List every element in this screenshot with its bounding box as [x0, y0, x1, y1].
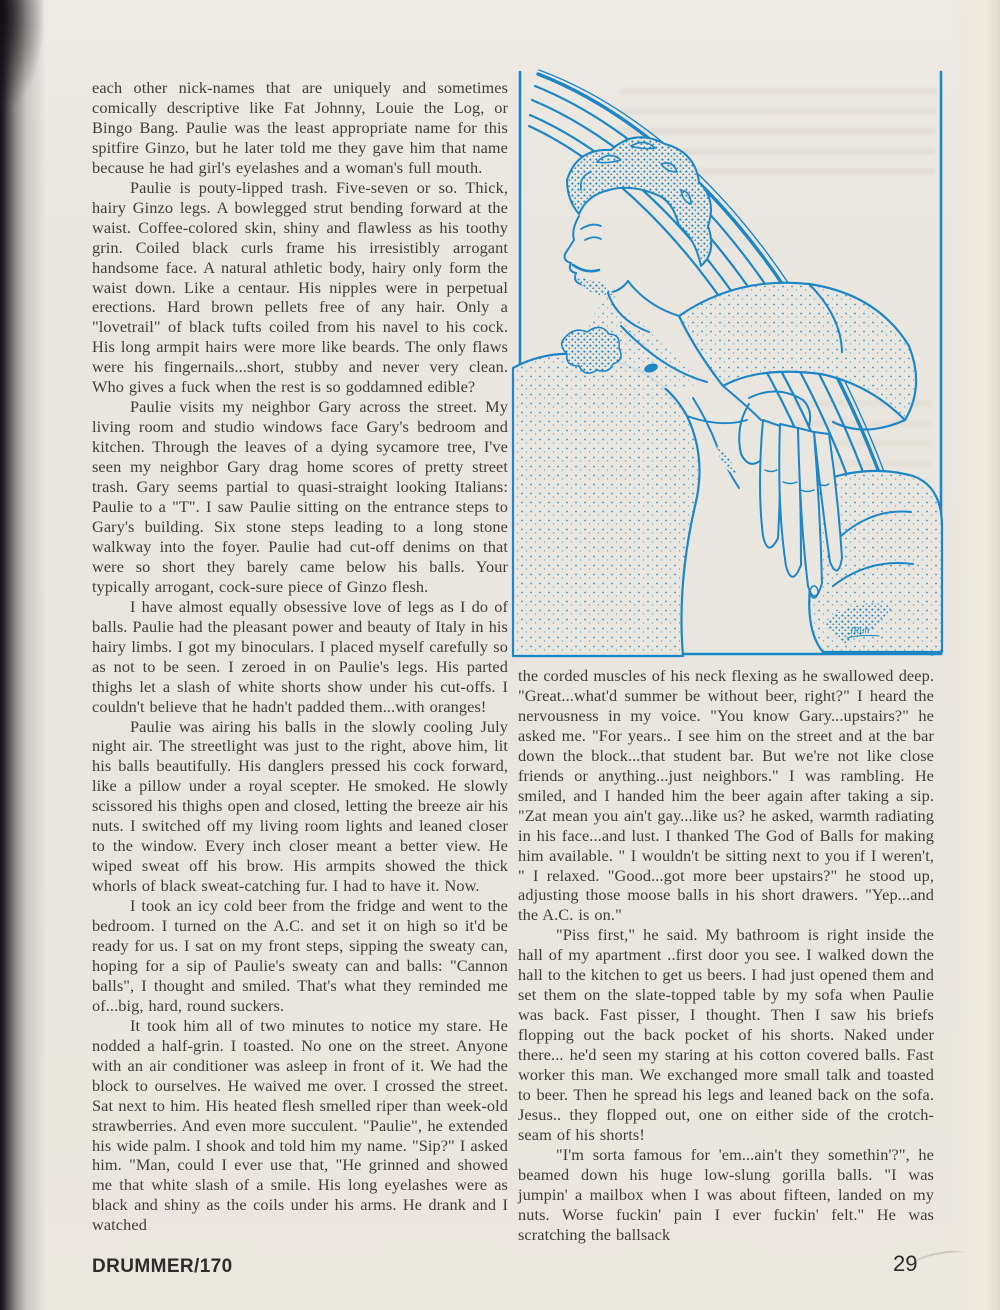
right-text-column [518, 666, 934, 1245]
article-illustration [511, 68, 945, 660]
paragraph: the corded muscles of his neck flexing as he swallowed deep. "Great...what'd summer be without beer, right?" I heard the nervousness in my voice. "You know Gary...upstairs?" he asked me. "For years.. I see him on the street and at the bar down the block...that student bar. But we're not like close friends or anything...just neighbors." I was rambling. He smiled, and I handed him the beer again after taking a sip. "Zat mean you ain't gay...like us? he asked, warmth radiating in his face...and lust. I thanked The God of Balls for making him available. " I wouldn't be sitting next to you if I weren't, " I relaxed. "Good...got more beer upstairs?" he stood up, adjusting those moose balls in his short drawers. "Yep...and the A.C. is on." [518, 666, 934, 925]
magazine-issue-label: DRUMMER/170 [92, 1256, 233, 1277]
book-spine-shadow [0, 0, 46, 1310]
paragraph: I took an icy cold beer from the fridge and went to the bedroom. I turned on the A.C. and set it on high so it'd be ready for us. I sat on my front steps, sipping the sweaty can, hoping for a sip of Paulie's sweaty can and balls: "Cannon balls", I thought and smiled. That's what they reminded me of...big, hard, round suckers. [92, 896, 508, 1015]
paragraph: Paulie was airing his balls in the slowly cooling July night air. The streetlight was just to the right, above him, lit his balls beautifully. His danglers pressed his cock forward, like a pillow under a royal scepter. He smoked. He slowly scissored his thighs open and closed, letting the breeze air his nuts. I switched off my living room lights and leaned closer to the window. Every inch closer meant a better view. He wiped sweat off his brow. His armpits showed the thick whorls of black sweat-catching fur. I had to have it. Now. [92, 716, 508, 896]
artist-signature: JRun [848, 624, 870, 637]
paragraph: Paulie visits my neighbor Gary across the street. My living room and studio windows face Gary's bedroom and kitchen. Through the leaves of a dying sycamore tree, I've seen my neighbor Gary drag home scores of pretty street trash. Gary seems partial to quasi-straight looking Italians: Paulie to a "T". I saw Paulie sitting on the entrance steps to Gary's building. Six stone steps leading to a long stone walkway into the foyer. Paulie had cut-off denims on that were so short they barely came below his balls. Your typically arrogant, cock-sure piece of Ginzo flesh. [92, 397, 508, 596]
left-text-column [92, 78, 508, 1235]
paragraph: "I'm sorta famous for 'em...ain't they somethin'?", he beamed down his huge low-slung gorilla balls. "I was jumpin' a mailbox when I was about fifteen, landed on my nuts. Worse fuckin' pain I ever fuckin' felt." He was scratching the ballsack [518, 1144, 934, 1244]
paragraph: I have almost equally obsessive love of legs as I do of balls. Paulie had the pleasant power and beauty of Italy in his hairy limbs. I got my binoculars. I placed myself carefully so as not to be seen. I zeroed in on Paulie's legs. His parted thighs let a slash of white shorts show under his cut-offs. I couldn't believe that he hadn't padded them...with oranges! [92, 596, 508, 716]
paragraph: Paulie is pouty-lipped trash. Five-seven or so. Thick, hairy Ginzo legs. A bowlegged strut bending forward at the waist. Coffee-colored skin, shiny and flawless as his toothy grin. Coiled black curls frame his irresistibly arrogant handsome face. A natural athletic body, hairy only form the waist down. Like a centaur. His nipples were in perpetual erections. Hard brown pellets free of any hair. Only a "lovetrail" of black tufts coiled from his navel to his cock. His long armpit hairs were more like beards. The only flaws were his fingernails...short, stubby and never very clean. Who gives a fuck when the rest is so goddamned edible? [92, 177, 508, 397]
pencil-scuff-mark [911, 1247, 971, 1275]
page-number: 29 [893, 1251, 918, 1276]
paragraph: "Piss first," he said. My bathroom is right inside the hall of my apartment ..first door you see. I walked down the hall to the kitchen to get us beers. I had just opened them and set them on the slate-topped table by my sofa when Paulie was back. Fast pisser, I thought. Then I saw his briefs flopping out the back pocket of his shorts. Naked under there... he'd seen my staring at his cotton covered balls. Fast worker this man. We exchanged more small talk and toasted to beer. Then he spread his legs and leaned back on the sofa. Jesus.. they flopped out, one on either side of the crotch-seam of his shorts! [518, 925, 934, 1144]
page-edge-shadow [950, 0, 1000, 1310]
paragraph: It took him all of two minutes to notice my stare. He nodded a half-grin. I toasted. No one on the street. Anyone with an air conditioner was asleep in front of it. We had the block to ourselves. He waived me over. I crossed the street. Sat next to him. His heated flesh smelled riper than week-old strawberries. And even more succulent. "Paulie", he extended his wide palm. I shook and told him my name. "Sip?" I asked him. "Man, could I ever use that, "He grinned and showed me that white slash of a smile. His long eyelashes were as black and shiny as the coils under his arms. He drank and I watched [92, 1015, 508, 1235]
reclining-man-drawing [511, 68, 945, 660]
paragraph: each other nick-names that are uniquely and sometimes comically descriptive like Fat Johnny, Louie the Log, or Bingo Bang. Paulie was the least appropriate name for this spitfire Ginzo, but he later told me they gave him that name because he had girl's eyelashes and a woman's full mouth. [92, 78, 508, 177]
